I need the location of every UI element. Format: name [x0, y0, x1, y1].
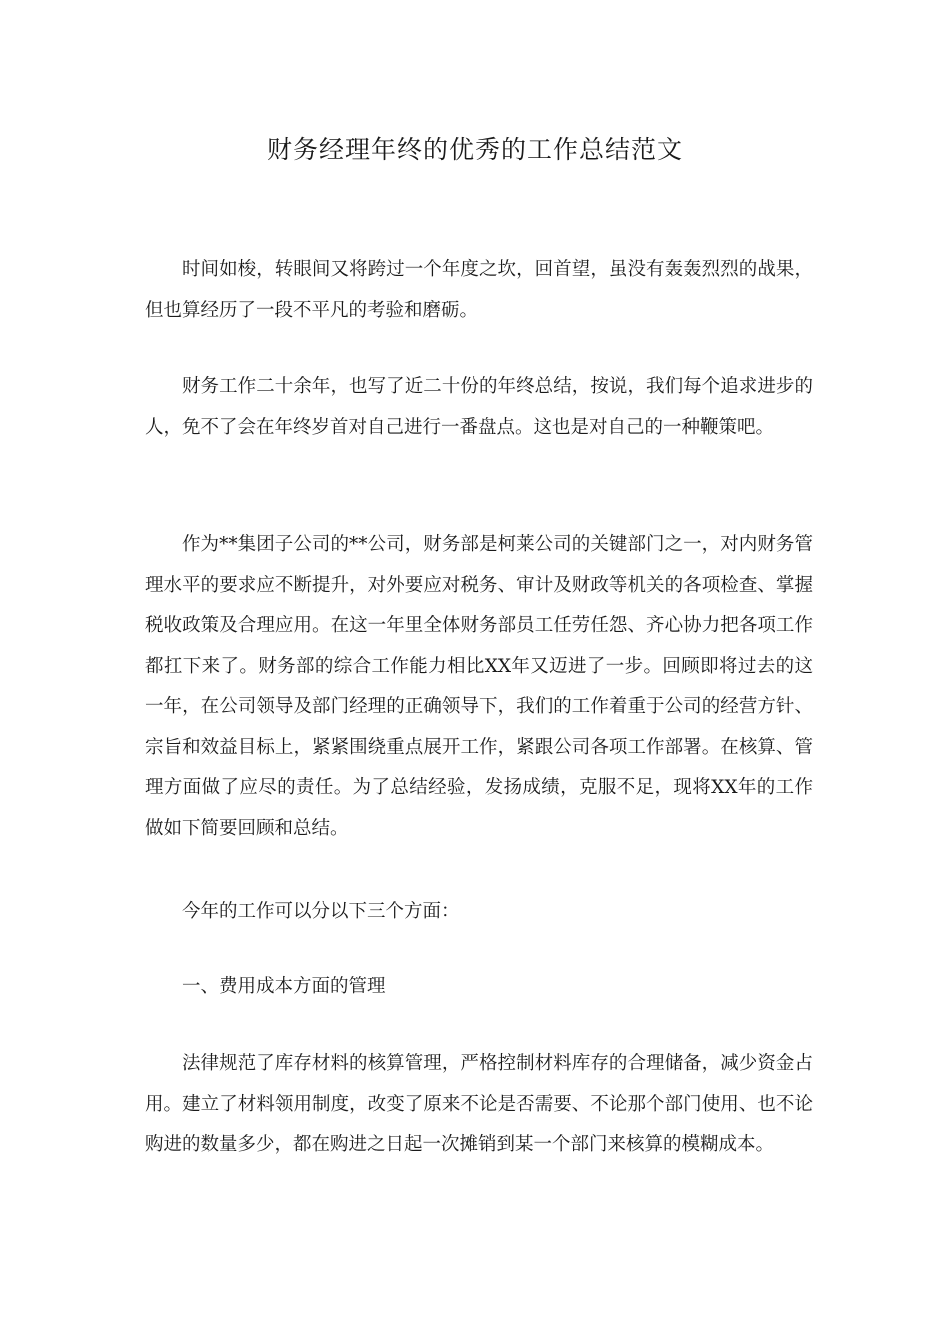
section-heading-cost-management: 一、费用成本方面的管理: [182, 976, 386, 997]
paragraph-reflection: 财务工作二十余年，也写了近二十份的年终总结，按说，我们每个追求进步的人，免不了会在年终岁首对自己进行一番盘点。这也是对自己的一种鞭策吧。: [145, 376, 813, 438]
paragraph-intro: 时间如梭，转眼间又将跨过一个年度之坎，回首望，虽没有轰轰烈烈的战果，但也算经历了一段不平凡的考验和磨砺。: [145, 259, 813, 321]
paragraph-inventory-management: 法律规范了库存材料的核算管理，严格控制材料库存的合理储备，减少资金占用。建立了材料领用制度，改变了原来不论是否需要、不论那个部门使用、也不论购进的数量多少，都在购进之日起一次摊销到某一个部门来核算的模糊成本。: [145, 1053, 813, 1155]
paragraph-department-overview: 作为**集团子公司的**公司，财务部是柯莱公司的关键部门之一，对内财务管理水平的要求应不断提升，对外要应对税务、审计及财政等机关的各项检查、掌握税收政策及合理应用。在这一年里全体财务部员工任劳任怨、齐心协力把各项工作都扛下来了。财务部的综合工作能力相比XX年又迈进了一步。回顾即将过去的这一年，在公司领导及部门经理的正确领导下，我们的工作着重于公司的经营方针、宗旨和效益目标上，紧紧围绕重点展开工作，紧跟公司各项工作部署。在核算、管理方面做了应尽的责任。为了总结经验，发扬成绩，克服不足，现将XX年的工作做如下简要回顾和总结。: [145, 534, 813, 839]
paragraph-three-aspects: 今年的工作可以分以下三个方面：: [182, 901, 460, 922]
document-title: 财务经理年终的优秀的工作总结范文: [266, 135, 683, 164]
